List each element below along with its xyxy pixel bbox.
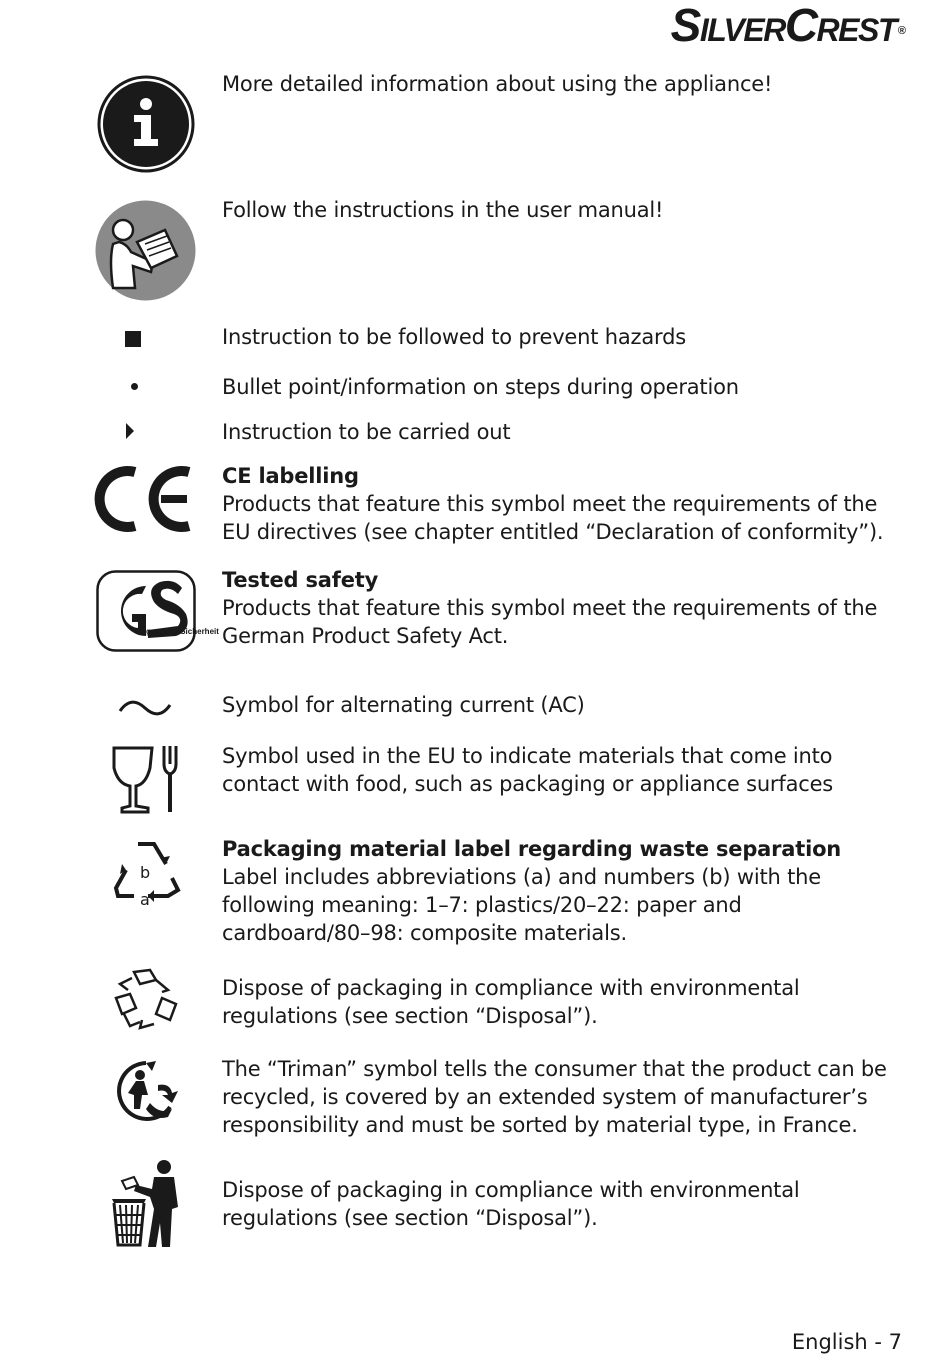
brand-name: SilverCrest [670, 0, 896, 51]
item-text: Dispose of packaging in compliance with environmental regulations (see section “Disposal”). [222, 976, 800, 1028]
item-text: Bullet point/information on steps during operation [222, 375, 739, 399]
page-number: English - 7 [791, 1330, 902, 1354]
bin-disposal-icon [108, 1157, 184, 1249]
info-icon [97, 75, 195, 173]
recycle-packaging-icon [110, 968, 180, 1032]
ce-mark-icon [97, 464, 195, 534]
recycling-icon-a: a [140, 890, 150, 909]
recycling-icon-b: b [140, 863, 151, 882]
item-text: Instruction to be followed to prevent hazards [222, 325, 686, 349]
triman-icon [110, 1059, 180, 1123]
gs-icon-text: geprüfte Sicherheit [146, 627, 219, 636]
read-manual-icon [95, 200, 196, 301]
item-title: Tested safety [222, 568, 379, 592]
item-text-block [222, 462, 887, 546]
item-text: Dispose of packaging in compliance with environmental regulations (see section “Disposal”). [222, 1178, 800, 1230]
item-text: The “Triman” symbol tells the consumer that the product can be recycled, is covered by an extended system of manufacturer’s responsibility and must be sorted by material type, in France. [222, 1057, 887, 1137]
food-safe-icon [110, 744, 182, 814]
item-text: Symbol for alternating current (AC) [222, 693, 585, 717]
ac-symbol-icon [117, 697, 173, 719]
item-text: Instruction to be carried out [222, 420, 511, 444]
item-text: Symbol used in the EU to indicate materials that come into contact with food, such as packaging or appliance surfaces [222, 744, 834, 796]
registered-mark: ® [897, 25, 906, 37]
square-bullet-icon [125, 331, 141, 347]
item-text: Products that feature this symbol meet the requirements of the EU directives (see chapter entitled “Declaration of conformity”). [222, 492, 884, 544]
item-text: Follow the instructions in the user manual! [222, 198, 664, 222]
triangle-arrow-icon [126, 423, 134, 439]
dot-bullet-icon [131, 383, 138, 390]
item-text-block [222, 566, 887, 650]
gs-mark-icon [96, 570, 219, 652]
item-title: Packaging material label regarding waste separation [222, 837, 842, 861]
brand-logo [670, 0, 906, 51]
item-title: CE labelling [222, 464, 359, 488]
item-text: Label includes abbreviations (a) and numbers (b) with the following meaning: 1–7: plastics/20–22: paper and cardboard/80–98: composite materials. [222, 865, 821, 945]
recycling-code-icon [112, 838, 180, 908]
item-text: Products that feature this symbol meet the requirements of the German Product Safety Act. [222, 596, 878, 648]
item-text-block [222, 835, 887, 947]
item-text: More detailed information about using the appliance! [222, 72, 773, 96]
